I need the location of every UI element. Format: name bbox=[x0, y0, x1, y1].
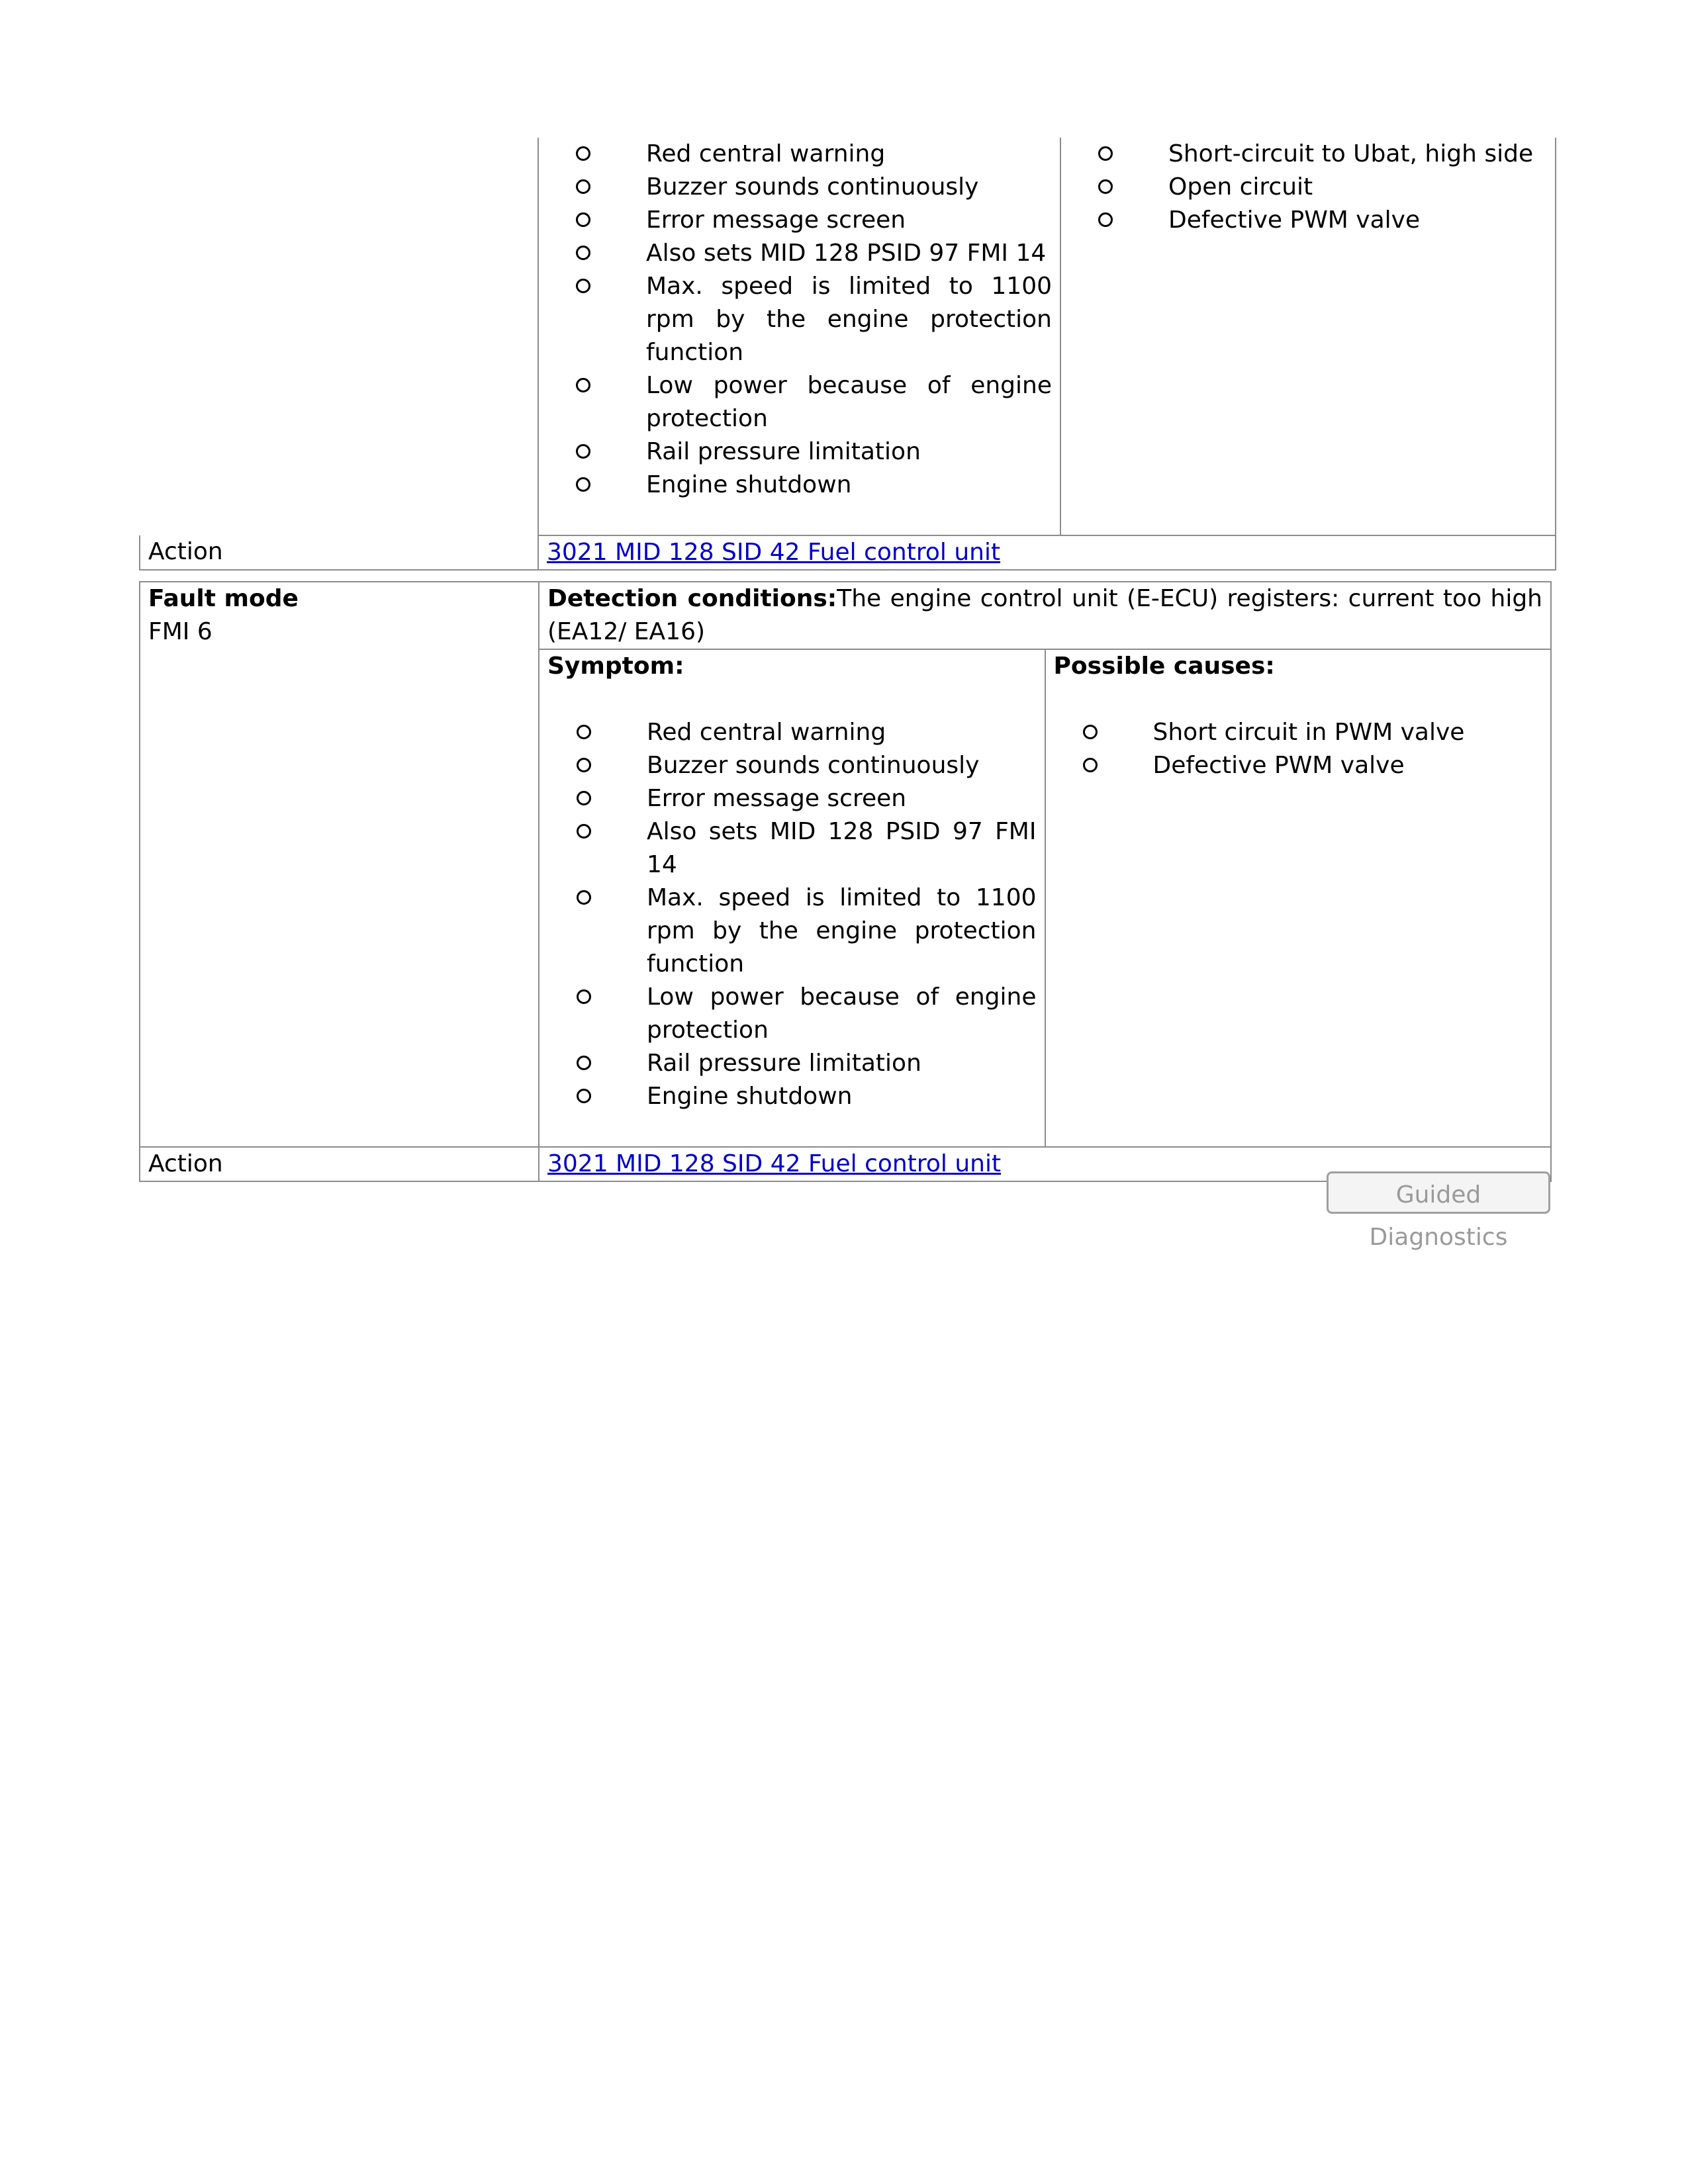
symptom-cell bbox=[539, 649, 1045, 1147]
bullet-circle-icon bbox=[576, 179, 590, 194]
action-label: Action bbox=[140, 1147, 539, 1181]
bullet-circle-icon bbox=[577, 791, 591, 805]
bullet-circle-icon bbox=[1098, 212, 1113, 227]
action-cell bbox=[538, 535, 1556, 570]
list-item: Rail pressure limitation bbox=[547, 1047, 1037, 1080]
fault-table-fmi6 bbox=[139, 581, 1552, 1182]
bullet-circle-icon bbox=[576, 477, 590, 492]
fault-mode-value: FMI 6 bbox=[148, 618, 212, 645]
bullet-circle-icon bbox=[576, 279, 590, 293]
causes-cell bbox=[1060, 138, 1556, 535]
causes-label: Possible causes: bbox=[1053, 653, 1275, 680]
bullet-circle-icon bbox=[577, 824, 591, 839]
bullet-circle-icon bbox=[576, 378, 590, 392]
list-item: Error message screen bbox=[547, 204, 1052, 237]
symptom-list bbox=[547, 138, 1052, 502]
list-item: Max. speed is limited to 1100 rpm by the engine protection function bbox=[547, 270, 1052, 369]
bullet-circle-icon bbox=[1098, 146, 1113, 161]
list-item: Defective PWM valve bbox=[1054, 749, 1543, 782]
list-item: Open circuit bbox=[1069, 171, 1547, 204]
detection-label: Detection conditions: bbox=[547, 585, 837, 612]
fault-table-continued bbox=[139, 138, 1556, 570]
detection-text: The engine control unit (E-ECU) registers: current too high (EA12/ EA16) bbox=[547, 585, 1542, 645]
list-item: Also sets MID 128 PSID 97 FMI 14 bbox=[547, 237, 1052, 270]
list-item: Red central warning bbox=[547, 138, 1052, 171]
list-item: Low power because of engine protection bbox=[547, 369, 1052, 435]
list-item: Defective PWM valve bbox=[1069, 204, 1547, 237]
bullet-circle-icon bbox=[577, 1056, 591, 1070]
causes-list bbox=[1069, 138, 1547, 237]
bullet-circle-icon bbox=[1098, 179, 1113, 194]
bullet-circle-icon bbox=[1083, 758, 1098, 772]
list-item: Low power because of engine protection bbox=[547, 981, 1037, 1047]
bullet-circle-icon bbox=[576, 444, 590, 459]
list-item: Buzzer sounds continuously bbox=[547, 749, 1037, 782]
list-item: Engine shutdown bbox=[547, 1080, 1037, 1113]
list-item: Short circuit in PWM valve bbox=[1054, 716, 1543, 749]
list-item: Max. speed is limited to 1100 rpm by the engine protection function bbox=[547, 882, 1037, 981]
bullet-circle-icon bbox=[577, 890, 591, 905]
action-link[interactable]: 3021 MID 128 SID 42 Fuel control unit bbox=[547, 1150, 1002, 1177]
action-label: Action bbox=[140, 535, 538, 570]
fault-mode-label: Fault mode bbox=[148, 585, 299, 612]
symptom-cell bbox=[538, 138, 1060, 535]
causes-list bbox=[1054, 716, 1543, 782]
guided-diagnostics-button[interactable]: Guided Diagnostics bbox=[1327, 1171, 1550, 1214]
list-item: Rail pressure limitation bbox=[547, 435, 1052, 469]
bullet-circle-icon bbox=[577, 725, 591, 739]
bullet-circle-icon bbox=[577, 1089, 591, 1103]
causes-cell bbox=[1045, 649, 1552, 1147]
bullet-circle-icon bbox=[576, 246, 590, 260]
list-item: Error message screen bbox=[547, 782, 1037, 815]
symptom-list bbox=[547, 716, 1037, 1113]
action-link[interactable]: 3021 MID 128 SID 42 Fuel control unit bbox=[547, 539, 1001, 566]
list-item: Engine shutdown bbox=[547, 469, 1052, 502]
bullet-circle-icon bbox=[577, 989, 591, 1004]
list-item: Also sets MID 128 PSID 97 FMI 14 bbox=[547, 815, 1037, 882]
list-item: Red central warning bbox=[547, 716, 1037, 749]
bullet-circle-icon bbox=[576, 212, 590, 227]
bullet-circle-icon bbox=[576, 146, 590, 161]
fault-mode-cell bbox=[140, 582, 539, 1147]
fault-mode-cell-empty bbox=[140, 138, 538, 535]
detection-cell bbox=[539, 582, 1551, 649]
bullet-circle-icon bbox=[577, 758, 591, 772]
list-item: Buzzer sounds continuously bbox=[547, 171, 1052, 204]
list-item: Short-circuit to Ubat, high side bbox=[1069, 138, 1547, 171]
symptom-label: Symptom: bbox=[547, 653, 684, 680]
bullet-circle-icon bbox=[1083, 725, 1098, 739]
